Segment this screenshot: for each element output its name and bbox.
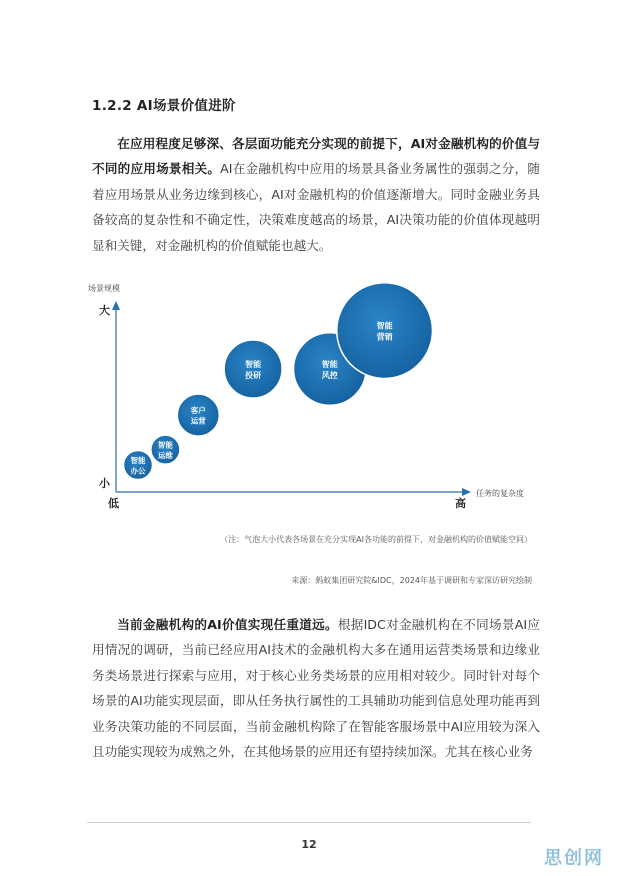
y-axis-top-label: 大 [99,304,110,317]
chart-note: （注：气泡大小代表各场景在充分实现AI各功能的前提下，对金融机构的价值赋能空间） [220,535,532,544]
bubble-5-label-1: 智能 [376,321,393,331]
watermark-logo: 思创网 [544,848,604,869]
chart-source: 来源：蚂蚁集团研究院&IDC，2024年基于调研和专家深访研究绘制 [291,576,532,585]
paragraph-2 [92,612,540,764]
bubble-4-label-1: 智能 [321,360,338,369]
bubble-2-label-1: 客户 [190,406,206,416]
bubble-0-label-1: 智能 [130,456,146,465]
paragraph-1-bold-lead: 在应用程度足够深、各层面功能充分实现的前提下，AI对金融机构的价值与不同的应用场景相关。 [92,136,540,177]
page-number: 12 [301,838,317,851]
bubble-3-label-2: 投研 [245,371,262,380]
bubble-1-label-1: 智能 [157,440,173,450]
bubble-1-label-2: 运维 [157,451,173,461]
bubble-2-label-2: 运营 [190,416,206,426]
paragraph-2-bold-lead: 当前金融机构的AI价值实现任重道远。 [117,617,338,632]
bubble-0-label-2: 办公 [130,466,146,476]
y-axis-title: 场景规模 [88,284,120,293]
x-axis-left-label: 低 [108,497,119,510]
footer-divider [87,822,531,823]
bubble-3-label-1: 智能 [245,360,262,369]
paragraph-2-text: 根据IDC对金融机构在不同场景AI应用情况的调研，当前已经应用AI技术的金融机构大多在通用运营类场景和边缘业务类场景进行探索与应用，对于核心业务类场景的应用相对较少。同时针对每个场景的AI功能实现层面，即从任务执行属性的工具辅助功能到信息处理功能再到业务决策功能的不同层面，当前金融机构除了在智能客服场景中AI应用较为深入且功能实现较为成熟之外，在其他场景的应用还有望持续加深。尤其在核心业务 [92,617,540,760]
paragraph-1 [92,131,540,258]
bubble-3 [224,340,282,398]
bubble-5-label-2: 营销 [376,332,393,342]
x-axis-arrow [462,488,471,496]
x-axis-right-label: 高 [455,497,466,510]
x-axis-title: 任务的复杂度 [476,489,524,498]
section-heading: 1.2.2 AI场景价值进阶 [92,98,236,114]
bubble-chart [0,270,618,532]
y-axis-bottom-label: 小 [99,477,110,490]
y-axis-arrow [112,301,120,310]
bubble-group [124,283,433,480]
paragraph-1-text: AI在金融机构中应用的场景具备业务属性的强弱之分，随着应用场景从业务边缘到核心，AI对金融机构的价值逐渐增大。同时金融业务具备较高的复杂性和不确定性，决策难度越高的场景，AI决策功能的价值体现越明显和关键，对金融机构的价值赋能也越大。 [92,161,540,253]
bubble-4-label-2: 风控 [321,371,338,380]
